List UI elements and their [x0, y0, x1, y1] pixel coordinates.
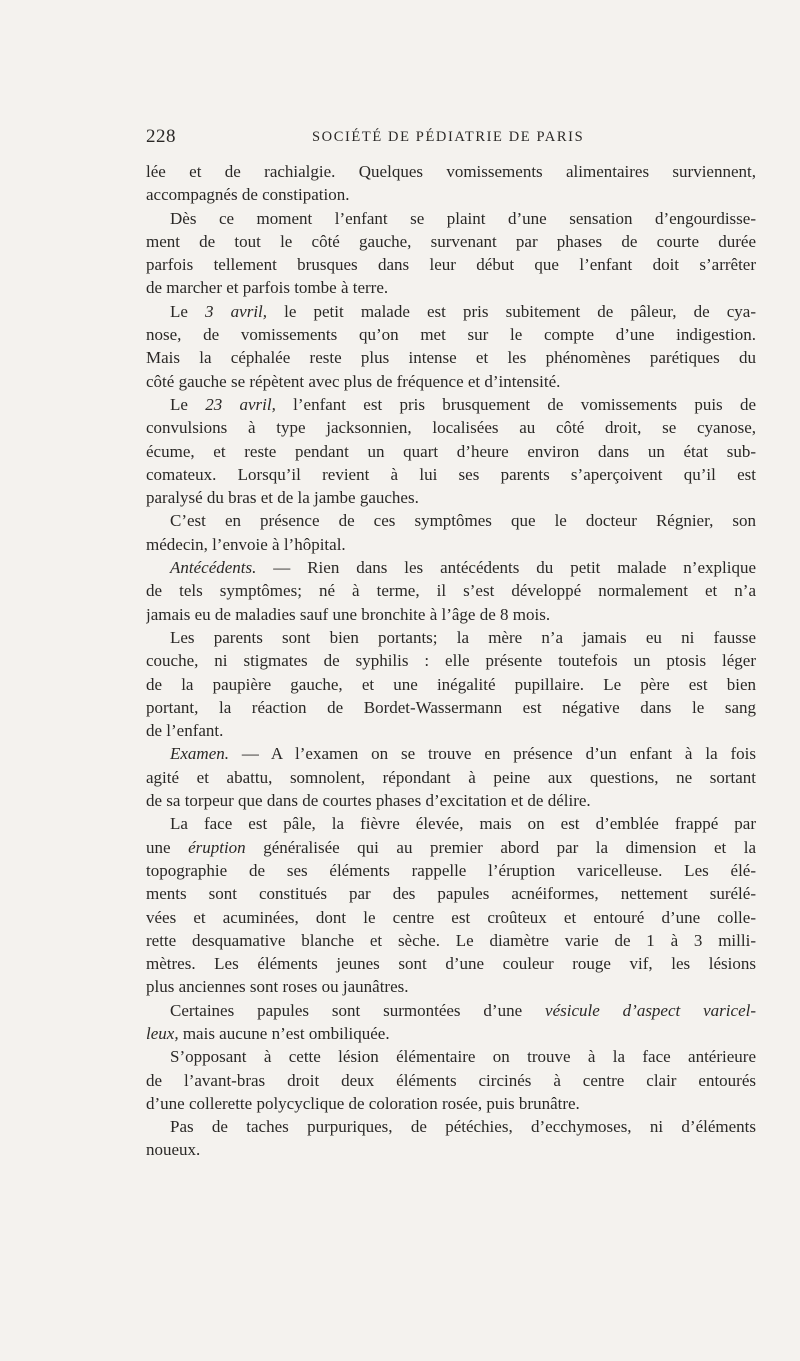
text-line — [146, 346, 756, 369]
text-run: l’enfant est pris brusquement de vomissements puis de — [275, 394, 756, 414]
text-line — [146, 975, 756, 998]
text-run: parfois tellement brusques dans leur début que l’enfant doit s’arrêter — [146, 255, 756, 275]
text-line — [146, 929, 756, 952]
text-run: ments sont constitués par des papules acnéiformes, nettement surélé- — [146, 884, 756, 904]
text-run: de tels symptômes; né à terme, il s’est développé normalement et n’a — [146, 581, 756, 601]
text-line — [146, 812, 756, 835]
text-run: de l’enfant. — [146, 721, 224, 741]
text-line — [146, 393, 756, 416]
text-run: agité et abattu, somnolent, répondant à peine aux questions, ne sortant — [146, 767, 756, 787]
text-line — [146, 1022, 756, 1045]
text-run: plus anciennes sont roses ou jaunâtres. — [146, 977, 409, 997]
text-run: médecin, l’envoie à l’hôpital. — [146, 534, 346, 554]
text-line — [146, 440, 756, 463]
text-line — [146, 370, 756, 393]
text-run: d’une collerette polycyclique de coloration rosée, puis brunâtre. — [146, 1093, 580, 1113]
text-run: Le — [170, 394, 206, 414]
text-run: paralysé du bras et de la jambe gauches. — [146, 488, 419, 508]
text-run: topographie de ses éléments rappelle l’éruption varicelleuse. Les élé- — [146, 860, 756, 880]
text-run: — A l’examen on se trouve en présence d’un enfant à la fois — [229, 744, 756, 764]
text-run: couche, ni stigmates de syphilis : elle présente toutefois un ptosis léger — [146, 651, 756, 671]
text-line — [146, 859, 756, 882]
italic-text: éruption — [188, 837, 246, 857]
text-run: Dès ce moment l’enfant se plaint d’une sensation d’engourdisse- — [170, 208, 756, 228]
running-title: SOCIÉTÉ DE PÉDIATRIE DE PARIS — [312, 129, 585, 145]
text-run: de sa torpeur que dans de courtes phases d’excitation et de délire. — [146, 791, 591, 811]
italic-text: Antécédents. — [170, 558, 257, 578]
text-run: noueux. — [146, 1140, 201, 1160]
text-run: Mais la céphalée reste plus intense et les phénomènes parétiques du — [146, 348, 756, 368]
text-run: Les parents sont bien portants; la mère n’a jamais eu ni fausse — [170, 627, 756, 647]
text-line — [146, 1115, 756, 1138]
text-line — [146, 719, 756, 742]
text-run: rette desquamative blanche et sèche. Le diamètre varie de 1 à 3 milli- — [146, 930, 756, 950]
text-run: portant, la réaction de Bordet-Wassermann est négative dans le sang — [146, 697, 756, 717]
text-line — [146, 276, 756, 299]
text-line — [146, 1069, 756, 1092]
text-line — [146, 556, 756, 579]
italic-text: 3 avril, — [205, 301, 268, 321]
text-run: mètres. Les éléments jeunes sont d’une couleur rouge vif, les lésions — [146, 954, 756, 974]
text-line — [146, 323, 756, 346]
text-run: S’opposant à cette lésion élémentaire on trouve à la face antérieure — [170, 1047, 756, 1067]
text-line — [146, 207, 756, 230]
text-line — [146, 1092, 756, 1115]
text-run: Certaines papules sont surmontées d’une — [170, 1000, 546, 1020]
text-run: nose, de vomissements qu’on met sur le compte d’une indigestion. — [146, 325, 756, 345]
text-run: accompagnés de constipation. — [146, 185, 350, 205]
text-line — [146, 183, 756, 206]
text-run: convulsions à type jacksonnien, localisées au côté droit, se cyanose, — [146, 418, 756, 438]
text-run: ment de tout le côté gauche, survenant par phases de courte durée — [146, 231, 756, 251]
text-run: C’est en présence de ces symptômes que le docteur Régnier, son — [170, 511, 756, 531]
text-run: jamais eu de maladies sauf une bronchite à l’âge de 8 mois. — [146, 604, 551, 624]
text-run: mais aucune n’est ombiliquée. — [178, 1023, 390, 1043]
text-line — [146, 999, 756, 1022]
text-line — [146, 230, 756, 253]
text-run: de la paupière gauche, et une inégalité pupillaire. Le père est bien — [146, 674, 756, 694]
text-run: généralisée qui au premier abord par la dimension et la — [245, 837, 756, 857]
italic-text: leux, — [146, 1023, 179, 1043]
text-line — [146, 789, 756, 812]
text-line — [146, 1045, 756, 1068]
text-line — [146, 463, 756, 486]
text-run: côté gauche se répètent avec plus de fréquence et d’intensité. — [146, 371, 561, 391]
page-header — [146, 126, 746, 150]
text-line — [146, 603, 756, 626]
text-line — [146, 952, 756, 975]
body-text — [146, 160, 756, 1162]
text-run: vées et acuminées, dont le centre est croûteux et entouré d’une colle- — [146, 907, 756, 927]
text-line — [146, 696, 756, 719]
text-line — [146, 742, 756, 765]
italic-text: 23 avril, — [205, 394, 276, 414]
text-line — [146, 486, 756, 509]
text-run: écume, et reste pendant un quart d’heure environ dans un état sub- — [146, 441, 756, 461]
text-run: comateux. Lorsqu’il revient à lui ses parents s’aperçoivent qu’il est — [146, 464, 756, 484]
page-number: 228 — [146, 126, 176, 147]
text-line — [146, 626, 756, 649]
text-line — [146, 160, 756, 183]
text-line — [146, 509, 756, 532]
text-line — [146, 533, 756, 556]
text-line — [146, 579, 756, 602]
text-line — [146, 836, 756, 859]
text-run: de marcher et parfois tombe à terre. — [146, 278, 389, 298]
text-line — [146, 253, 756, 276]
text-run: Le — [170, 301, 206, 321]
text-line — [146, 416, 756, 439]
text-run: Pas de taches purpuriques, de pétéchies, d’ecchymoses, ni d’éléments — [170, 1117, 756, 1137]
text-line — [146, 300, 756, 323]
text-line — [146, 906, 756, 929]
italic-text: vésicule d’aspect varicel- — [545, 1000, 756, 1020]
text-run: lée et de rachialgie. Quelques vomissements alimentaires surviennent, — [146, 162, 756, 181]
italic-text: Examen. — [170, 744, 230, 764]
text-run: La face est pâle, la fièvre élevée, mais on est d’emblée frappé par — [170, 814, 756, 834]
text-run: de l’avant-bras droit deux éléments circinés à centre clair entourés — [146, 1070, 756, 1090]
text-run: une — [146, 837, 189, 857]
text-line — [146, 1138, 756, 1161]
text-run: — Rien dans les antécédents du petit malade n’explique — [256, 558, 756, 578]
text-line — [146, 649, 756, 672]
text-line — [146, 673, 756, 696]
text-line — [146, 882, 756, 905]
text-run: le petit malade est pris subitement de pâleur, de cya- — [267, 301, 756, 321]
text-line — [146, 766, 756, 789]
